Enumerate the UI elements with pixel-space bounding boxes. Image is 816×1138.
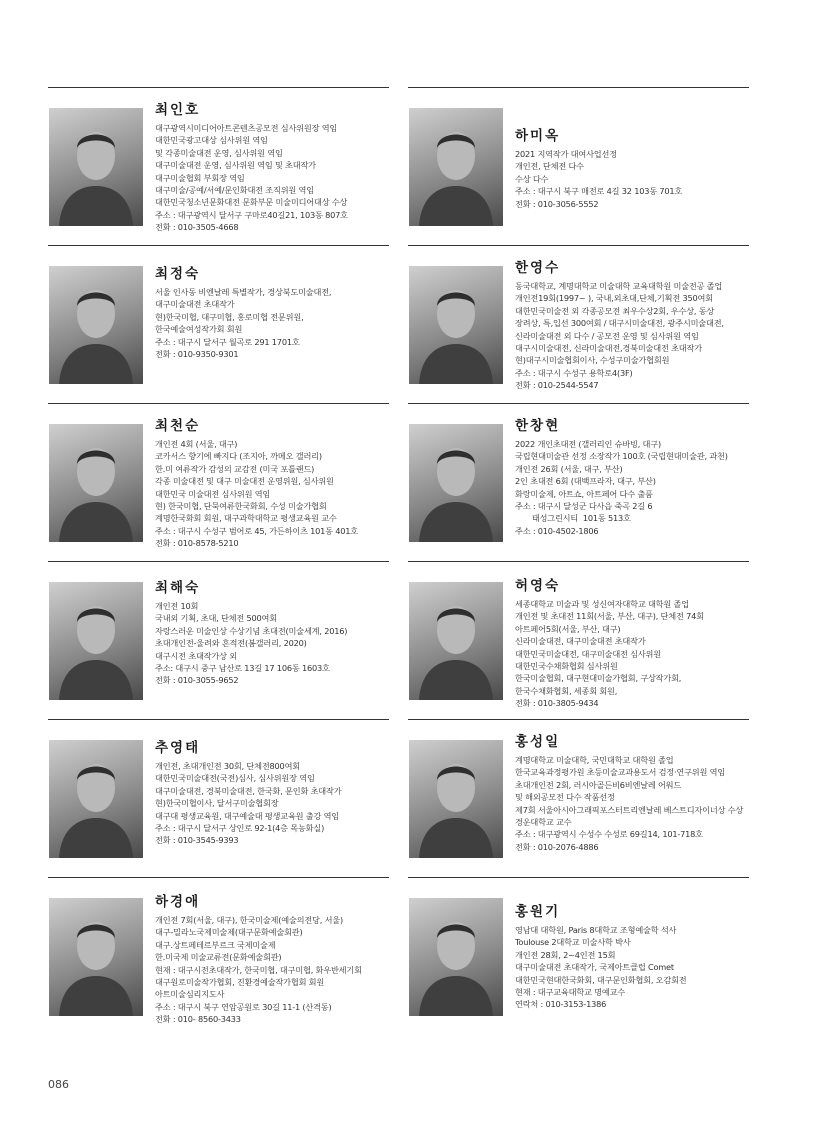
bio-line: 대구.상트페테르부르크 국제미술제 — [155, 939, 276, 950]
bio-line: 전화 : 010-8578-5210 — [155, 538, 239, 549]
bio-line: 서울 인사동 비엔날레 특별작가, 경상북도미술대전, — [155, 287, 332, 297]
artist-entry — [48, 561, 389, 719]
bio-line: 한국미술협회, 대구현대미술가협회, 구상작가회, — [515, 673, 682, 684]
bio-line: 대한민국청소년문화대전 문화부문 미술미디어대상 수상 — [155, 197, 348, 208]
bio-line: 대한민국미술대전(국전)심사, 심사위원장 역임 — [155, 773, 315, 784]
bio-line: 전화 : 010-2544-5547 — [515, 380, 599, 391]
artist-name: 최정숙 — [155, 266, 201, 282]
bio-line: 현재 : 대구교육대학교 명예교수 — [515, 987, 625, 998]
bio-line: 주소 : 대구광역시 달서구 구마로40길21, 103동 807호 — [155, 209, 348, 220]
bio-line: 제7회 서울아시아그래픽포스터트리엔날레 베스트디자이너상 수상 — [515, 804, 744, 815]
bio-line: 아트미술심리지도사 — [155, 989, 225, 1000]
bio-line: 경운대학교 교수 — [515, 817, 572, 828]
bio-line: 세종대학교 미술과 및 성신여자대학교 대학원 졸업 — [515, 599, 689, 609]
bio-line: 태성그린시티 101동 513호 — [515, 513, 631, 524]
bio-line: 주소 : 대구시 북구 매전로 4길 32 103동 701호 — [515, 186, 683, 197]
artist-photo — [49, 424, 143, 542]
bio-line: 각종 미술대전 및 대구 미술대전 운영위원, 심사위원 — [155, 476, 334, 487]
bio-line: 주소 : 대구시 달서구 월곡로 291 1701호 — [155, 336, 300, 347]
bio-line: 2인 초대전 6회 (대백프라자, 대구, 부산) — [515, 476, 656, 487]
artist-bio — [155, 600, 395, 687]
bio-line: 한.미국제 미술교류전(문화예술회관) — [155, 952, 282, 963]
artist-name: 홍원기 — [515, 904, 561, 920]
bio-line: 대구광역시미디어아트콘텐츠공모전 심사위원장 역임 — [155, 123, 338, 133]
bio-line: 현) 한국미협, 단묵여류한국화회, 수성 미술가협회 — [155, 501, 327, 512]
bio-line: 대구미술대전 초대작가 — [155, 299, 235, 310]
artist-name: 최천순 — [155, 418, 201, 434]
artist-name: 최해숙 — [155, 580, 201, 596]
bio-line: 연락처 : 010-3153-1386 — [515, 999, 607, 1010]
artist-bio — [515, 924, 755, 1011]
bio-line: 2022 개인초대전 (갤러리인 슈바빙, 대구) — [515, 439, 661, 449]
artist-entry — [408, 403, 749, 561]
right-column — [408, 87, 749, 1035]
bio-line: 계명대학교 미술대학, 국민대학교 대학원 졸업 — [515, 755, 674, 765]
artist-name: 한영수 — [515, 260, 561, 276]
bio-line: 현)대구시미술협회이사, 수성구미술가협회원 — [515, 355, 670, 366]
artist-photo — [409, 108, 503, 226]
artist-name: 추영태 — [155, 740, 201, 756]
bio-line: 전화 : 010-2076-4886 — [515, 841, 599, 852]
bio-line: 계명한국화회 회원, 대구과학대학교 평생교육원 교수 — [155, 513, 337, 524]
bio-line: 개인전, 단체전 다수 — [515, 161, 584, 172]
bio-line: 전화 : 010-3505-4668 — [155, 222, 239, 233]
bio-line: 신라미술대전, 대구미술대전 초대작가 — [515, 636, 646, 647]
bio-line: 주소 : 대구시 달성군 다사읍 죽곡 2길 6 — [515, 501, 653, 512]
artist-photo — [49, 108, 143, 226]
bio-line: 대구미술/공예/서예/문인화대전 조직위원 역임 — [155, 185, 314, 196]
artist-bio — [515, 438, 755, 537]
bio-line: 주소: 대구시 중구 남산로 13길 17 106동 1603호 — [155, 663, 330, 674]
artist-photo — [49, 898, 143, 1016]
bio-line: 개인전, 초대개인전 30회, 단체전800여회 — [155, 761, 300, 771]
artist-bio — [155, 286, 395, 360]
artist-bio — [515, 148, 755, 210]
artist-entry — [408, 561, 749, 719]
artist-photo — [49, 582, 143, 700]
bio-line: 국내외 기획, 초대, 단체전 500여회 — [155, 613, 277, 624]
bio-line: 신라미술대전 외 다수 / 공모전 운영 및 심사위원 역임 — [515, 330, 699, 341]
bio-line: 대구미술대전, 경북미술대전, 한국화, 문인화 초대작가 — [155, 785, 342, 796]
artist-photo — [49, 266, 143, 384]
bio-line: 대구대 평생교육원, 대구예술대 평생교육원 출강 역임 — [155, 810, 340, 821]
bio-line: 초대개인전 2회, 러시아골든비6비엔날레 어워드 — [515, 779, 682, 790]
artist-entry — [408, 245, 749, 403]
artist-name: 홍성일 — [515, 734, 561, 750]
bio-line: 대구미술대전 초대작가, 국제아트클럽 Comet — [515, 962, 674, 973]
bio-line: 및 각종미술대전 운영, 심사위원 역임 — [155, 147, 283, 158]
bio-line: 전화 : 010-3055-9652 — [155, 675, 239, 686]
artist-name: 하미옥 — [515, 128, 561, 144]
artist-bio — [515, 754, 755, 853]
bio-line: 대한민국미술대전, 대구미술대전 심사위원 — [515, 648, 661, 659]
bio-line: 개인전 10회 — [155, 601, 199, 611]
bio-line: 한국예술여성작가회 회원 — [155, 324, 243, 335]
bio-line: 개인전 및 초대전 11회(서울, 부산, 대구), 단체전 74회 — [515, 611, 704, 622]
bio-line: 초대개인전-울려와 흔적전(봄갤러리, 2020) — [155, 638, 307, 649]
artist-photo — [409, 266, 503, 384]
artist-bio — [155, 914, 395, 1026]
bio-line: 주소 : 대구시 달서구 상인로 92-1(4층 목농화실) — [155, 823, 325, 834]
bio-line: 개인전 4회 (서울, 대구) — [155, 439, 238, 449]
artist-entry — [48, 87, 389, 245]
artist-entry — [408, 877, 749, 1035]
bio-line: 대구시전 초대작가상 외 — [155, 650, 237, 661]
bio-line: 개인전 26회 (서울, 대구, 부산) — [515, 463, 623, 474]
bio-line: 대한민국현대한국화회, 대구문인화협회, 오감회전 — [515, 974, 687, 985]
bio-line: 및 해외공모전 다수 작품선정 — [515, 792, 615, 803]
bio-line: 동국대학교, 계명대학교 미술대학 교육대학원 미술전공 졸업 — [515, 281, 723, 291]
bio-line: 대한민국수채화협회 심사위원 — [515, 661, 618, 672]
bio-line: 코카서스 향기에 빠지다 (조지아, 까메오 갤러리) — [155, 451, 322, 462]
left-column — [48, 87, 389, 1035]
artist-entry — [408, 87, 749, 245]
page-number: 086 — [48, 1078, 69, 1091]
artist-bio — [155, 122, 395, 234]
bio-line: 대구원로미술작가협회, 진환경예술작가협회 회원 — [155, 977, 325, 988]
bio-line: 대한민국광고대상 심사위원 역임 — [155, 135, 268, 146]
artist-photo — [409, 740, 503, 858]
bio-line: 대구미술대전 운영, 심사위원 역임 및 초대작가 — [155, 160, 316, 171]
artist-bio — [155, 438, 395, 550]
bio-line: 영남대 대학원, Paris 8대학교 조형예술학 석사 — [515, 925, 677, 935]
bio-line: 현재 : 대구시전초대작가, 한국미협, 대구미협, 화우반세기회 — [155, 964, 362, 975]
artist-photo — [409, 424, 503, 542]
bio-line: 주소 : 010-4502-1806 — [515, 525, 599, 536]
bio-line: 대구시미술대전, 신라미술대전,경북미술대전 초대작가 — [515, 343, 702, 354]
bio-line: 전화 : 010-3805-9434 — [515, 698, 599, 709]
bio-line: 수상 다수 — [515, 173, 549, 184]
bio-line: 한국수채화협회, 세종회 회원, — [515, 685, 618, 696]
artist-entry — [48, 719, 389, 877]
bio-line: 개인전 28회, 2~4인전 15회 — [515, 949, 616, 960]
bio-line: 장려상, 특,입선 300여회 / 대구시미술대전, 광주시미술대전, — [515, 318, 724, 329]
artist-bio — [515, 280, 755, 392]
bio-line: 자랑스러운 미술인상 수상기념 초대전(미술세계, 2016) — [155, 625, 348, 636]
bio-line: 대구-밀라노국제미술제(대구문화예술회관) — [155, 927, 303, 938]
bio-line: 주소 : 대구시 북구 연암공원로 30길 11-1 (산격동) — [155, 1001, 332, 1012]
bio-line: 전화 : 010-3545-9393 — [155, 835, 239, 846]
bio-line: 전화 : 010-3056-5552 — [515, 198, 599, 209]
artist-bio — [515, 598, 755, 710]
bio-line: 개인전19회(1997~ ), 국내,외초대,단체,기획전 350여회 — [515, 293, 713, 304]
bio-line: 국립현대미술관 선정 소장작가 100호 (국립현대미술관, 과천) — [515, 451, 728, 462]
bio-line: 현)한국미협, 대구미협, 홍로미협 전문위원, — [155, 311, 304, 322]
bio-line: 현)한국미협이사, 달서구미술협회장 — [155, 798, 279, 809]
artist-photo — [409, 582, 503, 700]
bio-line: 화랑미술제, 아트쇼, 아트페어 다수 출품 — [515, 488, 653, 499]
bio-line: 대한민국미술전 외 각종공모전 최우수상2회, 우수상, 동상 — [515, 305, 715, 316]
bio-line: 주소 : 대구시 수성구 범어로 45, 가든하이츠 101동 401호 — [155, 525, 359, 536]
artist-entry — [48, 245, 389, 403]
bio-line: 한국교육과정평가원 초등미술교과용도서 검정·연구위원 역임 — [515, 767, 726, 778]
artist-name: 최인호 — [155, 102, 201, 118]
bio-line: Toulouse 2대학교 미술사학 박사 — [515, 937, 631, 948]
bio-line: 대구미술협회 부회장 역임 — [155, 172, 245, 183]
artist-photo — [49, 740, 143, 858]
artist-name: 하경애 — [155, 894, 201, 910]
bio-line: 2021 지역작가 대여사업선정 — [515, 149, 617, 159]
bio-line: 한.미 여류작가 감성의 교감전 (미국 포틀랜드) — [155, 463, 315, 474]
bio-line: 전화 : 010-9350-9301 — [155, 349, 239, 360]
artist-bio — [155, 760, 395, 847]
artist-entry — [408, 719, 749, 877]
bio-line: 개인전 7회(서울, 대구), 한국미술제(예술의전당, 서울) — [155, 915, 343, 925]
artist-entry — [48, 877, 389, 1035]
bio-line: 전화 : 010- 8560-3433 — [155, 1014, 241, 1025]
bio-line: 주소 : 대구광역시 수성수 수성로 69길14, 101-718호 — [515, 829, 703, 840]
bio-line: 주소 : 대구시 수성구 용학로4(3F) — [515, 367, 633, 378]
artist-photo — [409, 898, 503, 1016]
artist-name: 허영숙 — [515, 578, 561, 594]
artist-entry — [48, 403, 389, 561]
artist-name: 한창현 — [515, 418, 561, 434]
bio-line: 아트페어5회(서울, 부산, 대구) — [515, 623, 621, 634]
bio-line: 대한민국 미술대전 심사위원 역임 — [155, 488, 271, 499]
